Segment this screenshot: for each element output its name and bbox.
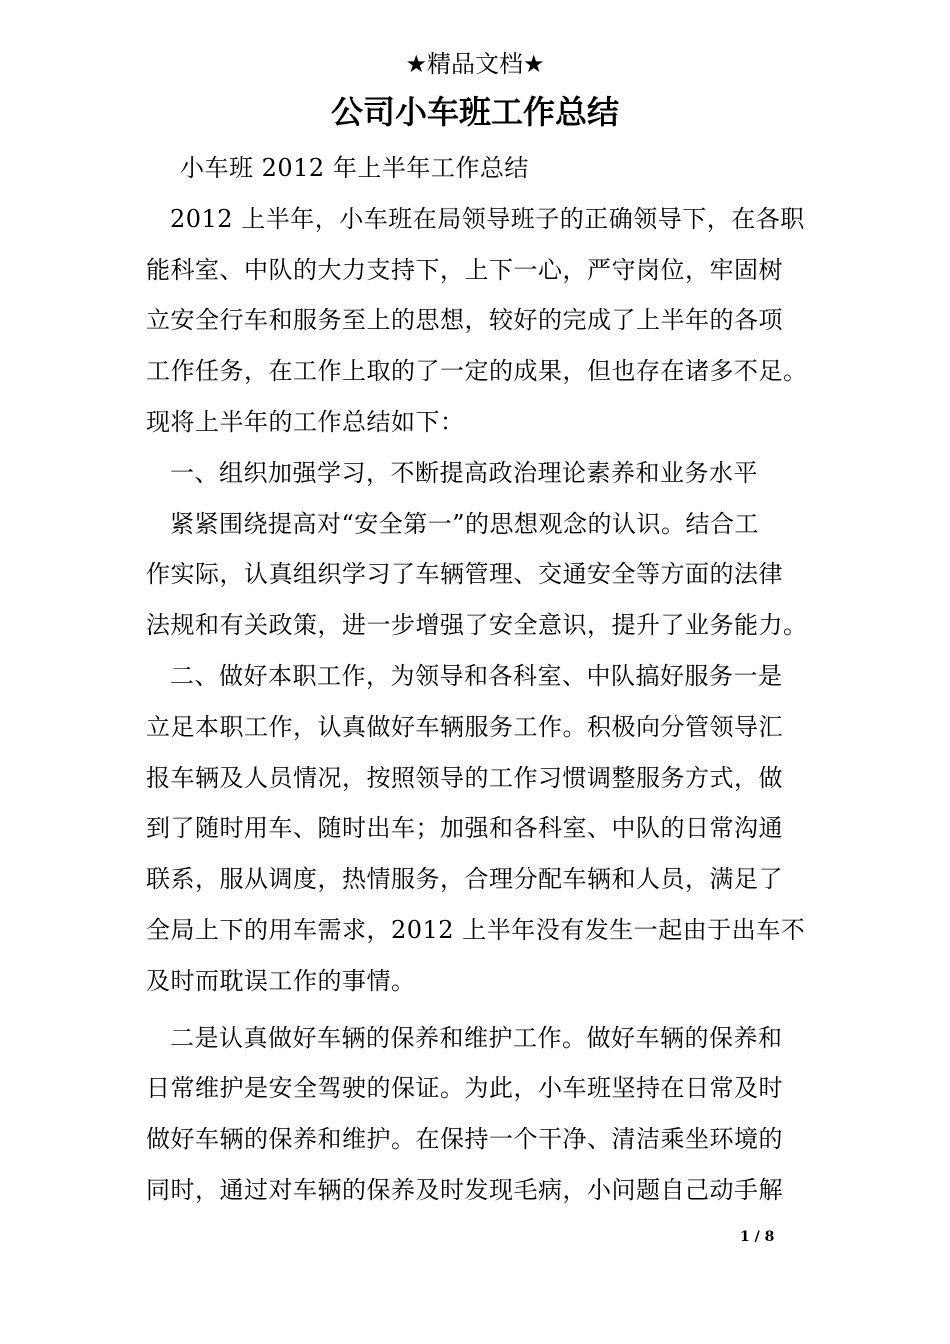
subtitle-line: 小车班 2012 年上半年工作总结 [180, 154, 529, 182]
header-mark: ★精品文档★ [405, 50, 545, 78]
paragraph-line: 立安全行车和服务至上的思想，较好的完成了上半年的各项 [146, 306, 783, 335]
paragraph-line: 能科室、中队的大力支持下，上下一心，严守岗位，牢固树 [146, 255, 783, 284]
paragraph-line: 法规和有关政策，进一步增强了安全意识，提升了业务能力。 [146, 611, 808, 640]
paragraph-line: 2012 上半年，小车班在局领导班子的正确领导下，在各职 [170, 204, 805, 233]
document-body [146, 143, 810, 1216]
paragraph-line: 工作任务，在工作上取的了一定的成果，但也存在诸多不足。 [146, 357, 808, 386]
paragraph-line: 到了随时用车、随时出车；加强和各科室、中队的日常沟通 [146, 814, 783, 843]
paragraph-line: 及时而耽误工作的事情。 [146, 966, 416, 995]
paragraph-line: 紧紧围绕提高对“安全第一”的思想观念的认识。结合工 [170, 509, 760, 538]
paragraph-line: 现将上半年的工作总结如下： [146, 407, 465, 436]
paragraph-line: 作实际，认真组织学习了车辆管理、交通安全等方面的法律 [146, 560, 783, 589]
paragraph-line: 同时，通过对车辆的保养及时发现毛病，小问题自己动手解 [146, 1175, 783, 1204]
paragraph-line: 立足本职工作，认真做好车辆服务工作。积极向分管领导汇 [146, 712, 783, 741]
paragraph-line: 全局上下的用车需求，2012 上半年没有发生一起由于出车不 [146, 915, 806, 944]
paragraph-line: 报车辆及人员情况，按照领导的工作习惯调整服务方式，做 [146, 763, 783, 792]
paragraph-line: 联系，服从调度，热情服务，合理分配车辆和人员，满足了 [146, 865, 783, 894]
section-heading-line: 一、组织加强学习，不断提高政治理论素养和业务水平 [170, 458, 758, 487]
paragraph-line: 日常维护是安全驾驶的保证。为此，小车班坚持在日常及时 [146, 1074, 783, 1103]
paragraph-line: 做好车辆的保养和维护。在保持一个干净、清洁乘坐环境的 [146, 1125, 783, 1154]
document-title: 公司小车班工作总结 [330, 93, 619, 131]
page-number: 1 / 8 [740, 1229, 775, 1245]
paragraph-line: 二是认真做好车辆的保养和维护工作。做好车辆的保养和 [170, 1023, 783, 1052]
section-heading-line: 二、做好本职工作，为领导和各科室、中队搞好服务一是 [170, 661, 783, 690]
